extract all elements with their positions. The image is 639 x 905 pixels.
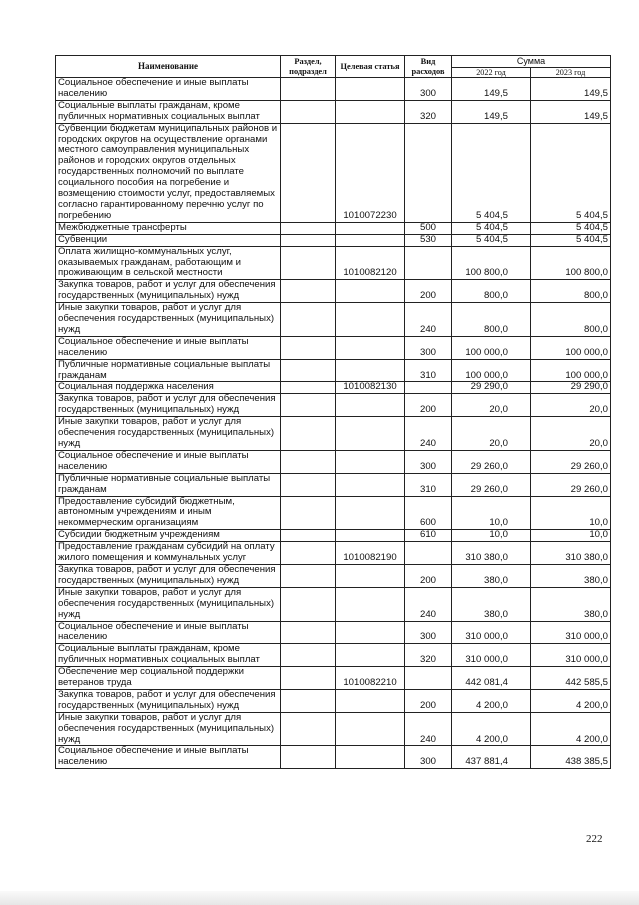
row-sum-2022: 800,0 [452, 280, 531, 303]
row-name: Закупка товаров, работ и услуг для обеспечения государственных (муниципальных) нужд [56, 280, 281, 303]
row-sum-2023: 149,5 [531, 78, 611, 101]
table-row [56, 336, 611, 359]
row-type [405, 123, 452, 222]
row-target [336, 746, 405, 769]
table-row [56, 234, 611, 246]
row-section [281, 222, 336, 234]
row-sum-2022: 10,0 [452, 496, 531, 530]
row-section [281, 644, 336, 667]
row-type: 320 [405, 644, 452, 667]
row-name: Публичные нормативные социальные выплаты гражданам [56, 359, 281, 382]
row-section [281, 280, 336, 303]
row-type: 300 [405, 336, 452, 359]
row-sum-2023: 310 000,0 [531, 644, 611, 667]
header-target: Целевая статья [336, 56, 405, 78]
row-sum-2022: 4 200,0 [452, 689, 531, 712]
row-sum-2022: 29 260,0 [452, 473, 531, 496]
row-section [281, 382, 336, 394]
row-section [281, 621, 336, 644]
table-row [56, 382, 611, 394]
row-sum-2022: 149,5 [452, 78, 531, 101]
row-name: Межбюджетные трансферты [56, 222, 281, 234]
header-year-2022: 2022 год [452, 68, 531, 78]
row-name: Социальное обеспечение и иные выплаты населению [56, 336, 281, 359]
row-target: 1010082120 [336, 246, 405, 280]
row-sum-2023: 438 385,5 [531, 746, 611, 769]
row-section [281, 359, 336, 382]
row-target: 1010082130 [336, 382, 405, 394]
row-sum-2022: 437 881,4 [452, 746, 531, 769]
row-sum-2023: 310 000,0 [531, 621, 611, 644]
row-target [336, 394, 405, 417]
header-type: Вид расходов [405, 56, 452, 78]
header-sum: Сумма [452, 56, 611, 68]
row-target [336, 530, 405, 542]
row-sum-2022: 310 000,0 [452, 621, 531, 644]
row-sum-2022: 20,0 [452, 417, 531, 451]
row-sum-2022: 380,0 [452, 587, 531, 621]
row-name: Предоставление субсидий бюджетным, автономным учреждениям и иным некоммерческим организациям [56, 496, 281, 530]
table-row [56, 746, 611, 769]
row-sum-2022: 149,5 [452, 100, 531, 123]
row-type: 300 [405, 621, 452, 644]
row-type: 200 [405, 564, 452, 587]
row-sum-2023: 800,0 [531, 280, 611, 303]
table-row [56, 394, 611, 417]
row-sum-2023: 100 800,0 [531, 246, 611, 280]
row-sum-2023: 5 404,5 [531, 234, 611, 246]
row-target [336, 280, 405, 303]
table-row [56, 359, 611, 382]
row-name: Социальное обеспечение и иные выплаты населению [56, 78, 281, 101]
row-type [405, 246, 452, 280]
row-sum-2022: 5 404,5 [452, 123, 531, 222]
row-name: Социальное обеспечение и иные выплаты населению [56, 450, 281, 473]
row-sum-2022: 29 290,0 [452, 382, 531, 394]
row-name: Социальные выплаты гражданам, кроме публичных нормативных социальных выплат [56, 644, 281, 667]
row-target [336, 234, 405, 246]
row-target [336, 450, 405, 473]
row-sum-2022: 800,0 [452, 303, 531, 337]
row-section [281, 587, 336, 621]
row-sum-2023: 10,0 [531, 530, 611, 542]
row-section [281, 234, 336, 246]
row-type [405, 667, 452, 690]
row-name: Оплата жилищно-коммунальных услуг, оказываемых гражданам, работающим и проживающим в сельской местности [56, 246, 281, 280]
row-section [281, 564, 336, 587]
table-row [56, 530, 611, 542]
row-name: Предоставление гражданам субсидий на оплату жилого помещения и коммунальных услуг [56, 542, 281, 565]
row-type: 310 [405, 473, 452, 496]
row-sum-2022: 100 000,0 [452, 336, 531, 359]
row-target [336, 359, 405, 382]
row-target [336, 621, 405, 644]
row-section [281, 530, 336, 542]
table-row [56, 123, 611, 222]
table-row [56, 542, 611, 565]
row-name: Иные закупки товаров, работ и услуг для обеспечения государственных (муниципальных) нужд [56, 303, 281, 337]
table-row [56, 246, 611, 280]
row-sum-2022: 380,0 [452, 564, 531, 587]
row-type: 200 [405, 689, 452, 712]
row-section [281, 473, 336, 496]
row-name: Социальные выплаты гражданам, кроме публичных нормативных социальных выплат [56, 100, 281, 123]
scan-edge [0, 891, 639, 905]
row-section [281, 394, 336, 417]
row-name: Закупка товаров, работ и услуг для обеспечения государственных (муниципальных) нужд [56, 394, 281, 417]
row-section [281, 100, 336, 123]
row-target [336, 303, 405, 337]
header-section: Раздел, подраздел [281, 56, 336, 78]
row-sum-2022: 29 260,0 [452, 450, 531, 473]
table-row [56, 496, 611, 530]
row-section [281, 450, 336, 473]
row-section [281, 78, 336, 101]
row-section [281, 746, 336, 769]
row-type: 200 [405, 280, 452, 303]
row-target [336, 222, 405, 234]
row-type: 300 [405, 78, 452, 101]
row-sum-2023: 5 404,5 [531, 222, 611, 234]
row-name: Социальная поддержка населения [56, 382, 281, 394]
row-section [281, 542, 336, 565]
row-sum-2023: 442 585,5 [531, 667, 611, 690]
row-type: 300 [405, 746, 452, 769]
row-sum-2023: 29 260,0 [531, 450, 611, 473]
row-sum-2022: 310 000,0 [452, 644, 531, 667]
table-row [56, 473, 611, 496]
row-section [281, 496, 336, 530]
table-row [56, 712, 611, 746]
row-sum-2023: 310 380,0 [531, 542, 611, 565]
row-type: 600 [405, 496, 452, 530]
row-sum-2022: 10,0 [452, 530, 531, 542]
row-sum-2023: 4 200,0 [531, 712, 611, 746]
row-type: 610 [405, 530, 452, 542]
row-type [405, 542, 452, 565]
row-sum-2022: 100 800,0 [452, 246, 531, 280]
row-type: 500 [405, 222, 452, 234]
table-row [56, 100, 611, 123]
row-target: 1010082210 [336, 667, 405, 690]
row-sum-2022: 100 000,0 [452, 359, 531, 382]
row-target [336, 587, 405, 621]
row-sum-2022: 310 380,0 [452, 542, 531, 565]
row-sum-2023: 100 000,0 [531, 336, 611, 359]
table-row [56, 644, 611, 667]
row-sum-2023: 149,5 [531, 100, 611, 123]
row-target: 1010082190 [336, 542, 405, 565]
row-section [281, 667, 336, 690]
row-sum-2023: 5 404,5 [531, 123, 611, 222]
row-sum-2023: 20,0 [531, 417, 611, 451]
table-row [56, 587, 611, 621]
row-target [336, 417, 405, 451]
header-name: Наименование [56, 56, 281, 78]
row-target: 1010072230 [336, 123, 405, 222]
table-row [56, 280, 611, 303]
table-row [56, 689, 611, 712]
table-row [56, 303, 611, 337]
row-sum-2023: 20,0 [531, 394, 611, 417]
row-target [336, 473, 405, 496]
row-name: Публичные нормативные социальные выплаты гражданам [56, 473, 281, 496]
page-number: 222 [586, 833, 603, 845]
row-target [336, 689, 405, 712]
row-sum-2023: 380,0 [531, 564, 611, 587]
table-body [56, 78, 611, 769]
header-year-2023: 2023 год [531, 68, 611, 78]
table-row [56, 222, 611, 234]
row-sum-2023: 4 200,0 [531, 689, 611, 712]
row-name: Обеспечение мер социальной поддержки ветеранов труда [56, 667, 281, 690]
row-type: 310 [405, 359, 452, 382]
row-type: 300 [405, 450, 452, 473]
row-target [336, 496, 405, 530]
row-name: Субвенции [56, 234, 281, 246]
row-target [336, 712, 405, 746]
row-target [336, 78, 405, 101]
row-sum-2023: 800,0 [531, 303, 611, 337]
row-name: Социальное обеспечение и иные выплаты населению [56, 746, 281, 769]
row-type: 240 [405, 587, 452, 621]
row-name: Социальное обеспечение и иные выплаты населению [56, 621, 281, 644]
row-type: 240 [405, 712, 452, 746]
row-section [281, 336, 336, 359]
row-sum-2023: 10,0 [531, 496, 611, 530]
row-sum-2022: 442 081,4 [452, 667, 531, 690]
row-section [281, 712, 336, 746]
row-name: Субвенции бюджетам муниципальных районов и городских округов на осуществление органами местного самоуправления муниципальных районов и городских округов отдельных государственных полномочий по выплате социального пособия на погребение и возмещению стоимости услуг, предоставляемых согласно гарантированному перечню услуг по погребению [56, 123, 281, 222]
row-sum-2022: 5 404,5 [452, 234, 531, 246]
table-row [56, 450, 611, 473]
row-target [336, 336, 405, 359]
table-row [56, 417, 611, 451]
row-target [336, 644, 405, 667]
row-sum-2023: 29 260,0 [531, 473, 611, 496]
row-name: Иные закупки товаров, работ и услуг для обеспечения государственных (муниципальных) нужд [56, 417, 281, 451]
row-name: Закупка товаров, работ и услуг для обеспечения государственных (муниципальных) нужд [56, 564, 281, 587]
row-section [281, 303, 336, 337]
row-name: Закупка товаров, работ и услуг для обеспечения государственных (муниципальных) нужд [56, 689, 281, 712]
row-type [405, 382, 452, 394]
row-section [281, 246, 336, 280]
table-row [56, 621, 611, 644]
row-name: Субсидии бюджетным учреждениям [56, 530, 281, 542]
row-name: Иные закупки товаров, работ и услуг для обеспечения государственных (муниципальных) нужд [56, 712, 281, 746]
table-row [56, 564, 611, 587]
row-section [281, 689, 336, 712]
row-type: 240 [405, 417, 452, 451]
row-section [281, 417, 336, 451]
row-target [336, 100, 405, 123]
row-name: Иные закупки товаров, работ и услуг для обеспечения государственных (муниципальных) нужд [56, 587, 281, 621]
row-sum-2023: 100 000,0 [531, 359, 611, 382]
row-section [281, 123, 336, 222]
row-sum-2022: 20,0 [452, 394, 531, 417]
row-type: 240 [405, 303, 452, 337]
row-sum-2022: 5 404,5 [452, 222, 531, 234]
row-type: 530 [405, 234, 452, 246]
row-target [336, 564, 405, 587]
row-sum-2023: 29 290,0 [531, 382, 611, 394]
row-sum-2023: 380,0 [531, 587, 611, 621]
row-type: 200 [405, 394, 452, 417]
row-sum-2022: 4 200,0 [452, 712, 531, 746]
budget-table [55, 55, 611, 769]
row-type: 320 [405, 100, 452, 123]
table-row [56, 667, 611, 690]
table-row [56, 78, 611, 101]
